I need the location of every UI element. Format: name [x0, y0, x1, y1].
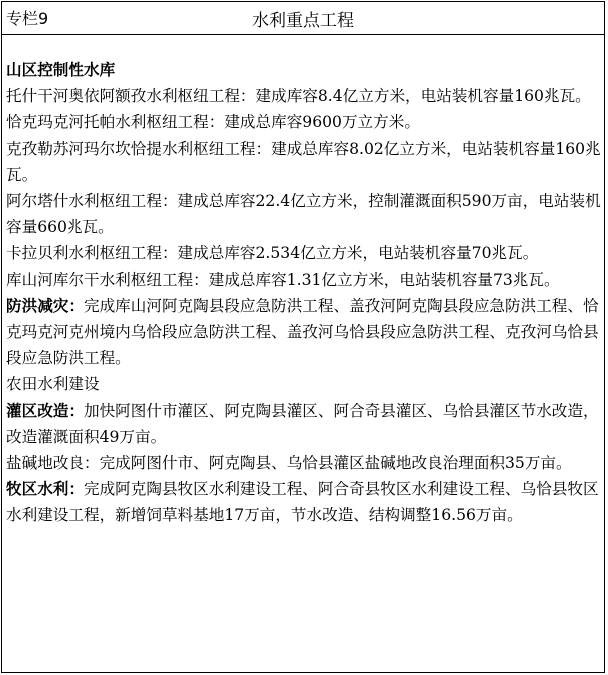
saline-land-paragraph: 盐碱地改良：完成阿图什市、阿克陶县、乌恰县灌区盐碱地改良治理面积35万亩。 [6, 454, 572, 473]
farmland-heading: 农田水利建设 [6, 375, 100, 394]
irrigation-lead: 灌区改造： [6, 400, 84, 420]
flood-control-lead: 防洪减灾： [6, 295, 84, 315]
section-heading: 山区控制性水库 [6, 61, 116, 79]
flood-control-text: 完成库山河阿克陶县段应急防洪工程、盖孜河阿克陶县段应急防洪工程、恰克玛克河克州境内乌恰段应急防洪工程、盖孜河乌恰县段应急防洪工程、克孜河乌恰县段应急防洪工程。 [6, 296, 599, 368]
pastoral-paragraph [6, 476, 601, 528]
column-content [2, 35, 604, 529]
project-item: 克孜勒苏河玛尔坎恰提水利枢纽工程：建成总库容8.02亿立方米，电站装机容量160兆瓦。 [6, 139, 601, 184]
column-header [2, 2, 604, 35]
column-label: 专栏9 [6, 9, 49, 28]
column-title: 水利重点工程 [252, 11, 354, 31]
irrigation-text: 加快阿图什市灌区、阿克陶县灌区、阿合奇县灌区、乌恰县灌区节水改造，改造灌溉面积49万亩。 [6, 401, 599, 446]
pastoral-text: 完成阿克陶县牧区水利建设工程、阿合奇县牧区水利建设工程、乌恰县牧区水利建设工程，新增饲草料基地17万亩，节水改造、结构调整16.56万亩。 [6, 480, 599, 525]
project-item: 恰克玛克河托帕水利枢纽工程：建成总库容9600万立方米。 [6, 113, 420, 132]
column-box [1, 1, 605, 673]
project-item: 卡拉贝利水利枢纽工程：建成总库容2.534亿立方米，电站装机容量70兆瓦。 [6, 244, 539, 263]
flood-control-paragraph [6, 293, 601, 372]
project-item: 托什干河奥依阿额孜水利枢纽工程：建成库容8.4亿立方米，电站装机容量160兆瓦。 [6, 87, 591, 106]
project-item: 库山河库尔干水利枢纽工程：建成总库容1.31亿立方米，电站装机容量73兆瓦。 [6, 270, 560, 289]
irrigation-paragraph [6, 398, 601, 450]
pastoral-lead: 牧区水利： [6, 479, 84, 499]
project-item: 阿尔塔什水利枢纽工程：建成总库容22.4亿立方米，控制灌溉面积590万亩，电站装机容量660兆瓦。 [6, 192, 601, 237]
